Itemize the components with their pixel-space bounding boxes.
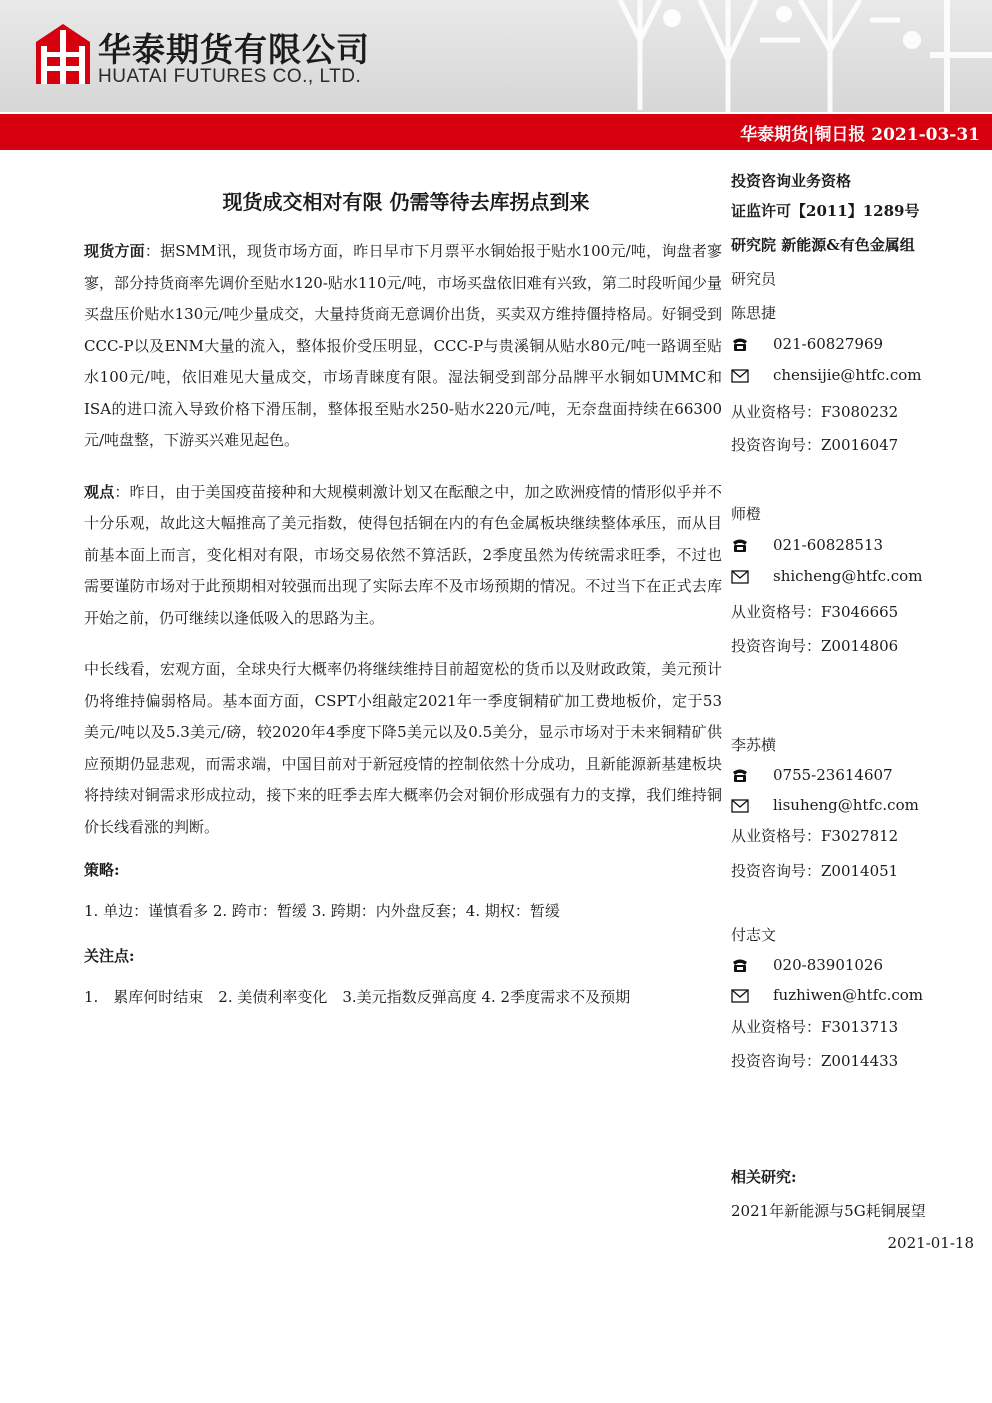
related-research-date: 2021-01-18: [887, 1234, 974, 1252]
analyst-practice-no: 从业资格号：F3080232: [731, 403, 899, 421]
spot-text: ：据SMM讯，现货市场方面，昨日早市下月票平水铜始报于贴水100元/吨，询盘者寥寥，部分持货商率先调价至贴水120-贴水110元/吨，市场买盘依旧难有兴致，第二时段听闻少量买盘压价贴水130元/吨少量成交，大量持货商无意调价出货，买卖双方维持僵持格局。好铜受到CCC-P以及ENM大量的流入，整体报价受压明显，CCC-P与贵溪铜从贴水80元/吨一路调至贴水100元/吨，依旧难见大量成交，市场青睐度有限。湿法铜受到部分品牌平水铜如UMMC和ISA的进口流入导致价格下滑压制，整体报至贴水250-贴水220元/吨，无奈盘面持续在66300元/吨盘整，下游买兴难见起色。: [84, 242, 722, 449]
analyst-phone: 021-60828513: [773, 536, 884, 554]
company-name-cn: 华泰期货有限公司: [98, 30, 370, 69]
analyst-name: 李苏横: [731, 736, 777, 754]
analyst-advisory-no: 投资咨询号：Z0014806: [731, 637, 899, 655]
header-band: [0, 0, 992, 112]
huatai-logo-icon: [34, 22, 92, 86]
role-label: 研究员: [731, 270, 777, 288]
analyst-email[interactable]: lisuheng@htfc.com: [773, 796, 919, 814]
long-term-paragraph: 中长线看，宏观方面，全球央行大概率仍将继续维持目前超宽松的货币以及财政政策，美元预计仍将维持偏弱格局。基本面方面，CSPT小组敲定2021年一季度铜精矿加工费地板价，定于53美元/吨以及5.3美元/磅，较2020年4季度下降5美元以及0.5美分，显示市场对于未来铜精矿供应预期仍显悲观，而需求端，中国目前对于新冠疫情的控制依然十分成功，且新能源新基建板块将持续对铜需求形成拉动，接下来的旺季去库大概率仍会对铜价形成强有力的支撑，我们维持铜价长线看涨的判断。: [84, 660, 722, 836]
analyst-phone: 0755-23614607: [773, 766, 893, 784]
strategy-text: 1. 单边：谨慎看多 2. 跨市：暂缓 3. 跨期：内外盘反套；4. 期权：暂缓: [84, 902, 560, 920]
phone-icon: [731, 536, 753, 554]
related-research-heading: 相关研究:: [731, 1168, 797, 1186]
spot-paragraph: [84, 236, 722, 457]
analyst-phone-row: [731, 766, 893, 784]
focus-text: 1. 累库何时结束 2. 美债利率变化 3.美元指数反弹高度 4. 2季度需求不及预期: [84, 988, 631, 1006]
envelope-icon: [731, 986, 753, 1004]
view-text: ：昨日，由于美国疫苗接种和大规模刺激计划又在酝酿之中，加之欧洲疫情的情形似乎并不十分乐观，故此这大幅推高了美元指数，使得包括铜在内的有色金属板块继续整体承压，而从目前基本面上而言，变化相对有限，市场交易依然不算活跃，2季度虽然为传统需求旺季，不过也需要谨防市场对于此预期相对较强而出现了实际去库不及市场预期的情况。不过当下在正式去库开始之前，仍可继续以逢低吸入的思路为主。: [84, 482, 722, 627]
spot-heading: 现货方面: [84, 242, 145, 260]
analyst-email[interactable]: fuzhiwen@htfc.com: [773, 986, 924, 1004]
analyst-name: 师橙: [731, 505, 762, 523]
license-number: 证监许可【2011】1289号: [731, 202, 920, 220]
analyst-practice-no: 从业资格号：F3013713: [731, 1018, 899, 1036]
analyst-phone-row: [731, 956, 883, 974]
analyst-phone-row: [731, 335, 883, 353]
analyst-email[interactable]: shicheng@htfc.com: [773, 567, 923, 585]
analyst-advisory-no: 投资咨询号：Z0014051: [731, 862, 899, 880]
institute-name: 研究院 新能源&有色金属组: [731, 236, 915, 254]
analyst-phone-row: [731, 536, 883, 554]
focus-heading: 关注点:: [84, 947, 135, 965]
analyst-advisory-no: 投资咨询号：Z0016047: [731, 436, 899, 454]
phone-icon: [731, 335, 753, 353]
analyst-practice-no: 从业资格号：F3046665: [731, 603, 899, 621]
analyst-name: 付志文: [731, 926, 777, 944]
analyst-email-row: [731, 567, 922, 585]
qualification: 投资咨询业务资格: [731, 172, 852, 190]
envelope-icon: [731, 796, 753, 814]
analyst-phone: 021-60827969: [773, 335, 884, 353]
analyst-email-row: [731, 986, 923, 1004]
analyst-email-row: [731, 796, 919, 814]
view-paragraph: [84, 477, 722, 635]
report-label: 华泰期货|铜日报 2021-03-31: [740, 125, 980, 145]
analyst-practice-no: 从业资格号：F3027812: [731, 827, 899, 845]
view-heading: 观点: [84, 482, 115, 501]
analyst-name: 陈思捷: [731, 304, 777, 322]
article-body: [84, 236, 722, 1027]
company-name-en: HUATAI FUTURES CO., LTD.: [98, 66, 362, 87]
analyst-advisory-no: 投资咨询号：Z0014433: [731, 1052, 899, 1070]
article-title: 现货成交相对有限 仍需等待去库拐点到来: [222, 190, 590, 214]
analyst-phone: 020-83901026: [773, 956, 884, 974]
envelope-icon: [731, 567, 753, 585]
analyst-email-row: [731, 366, 921, 384]
analyst-email[interactable]: chensijie@htfc.com: [773, 366, 922, 384]
envelope-icon: [731, 366, 753, 384]
related-research-link[interactable]: 2021年新能源与5G耗铜展望: [731, 1202, 926, 1220]
phone-icon: [731, 956, 753, 974]
phone-icon: [731, 766, 753, 784]
strategy-heading: 策略:: [84, 861, 120, 879]
